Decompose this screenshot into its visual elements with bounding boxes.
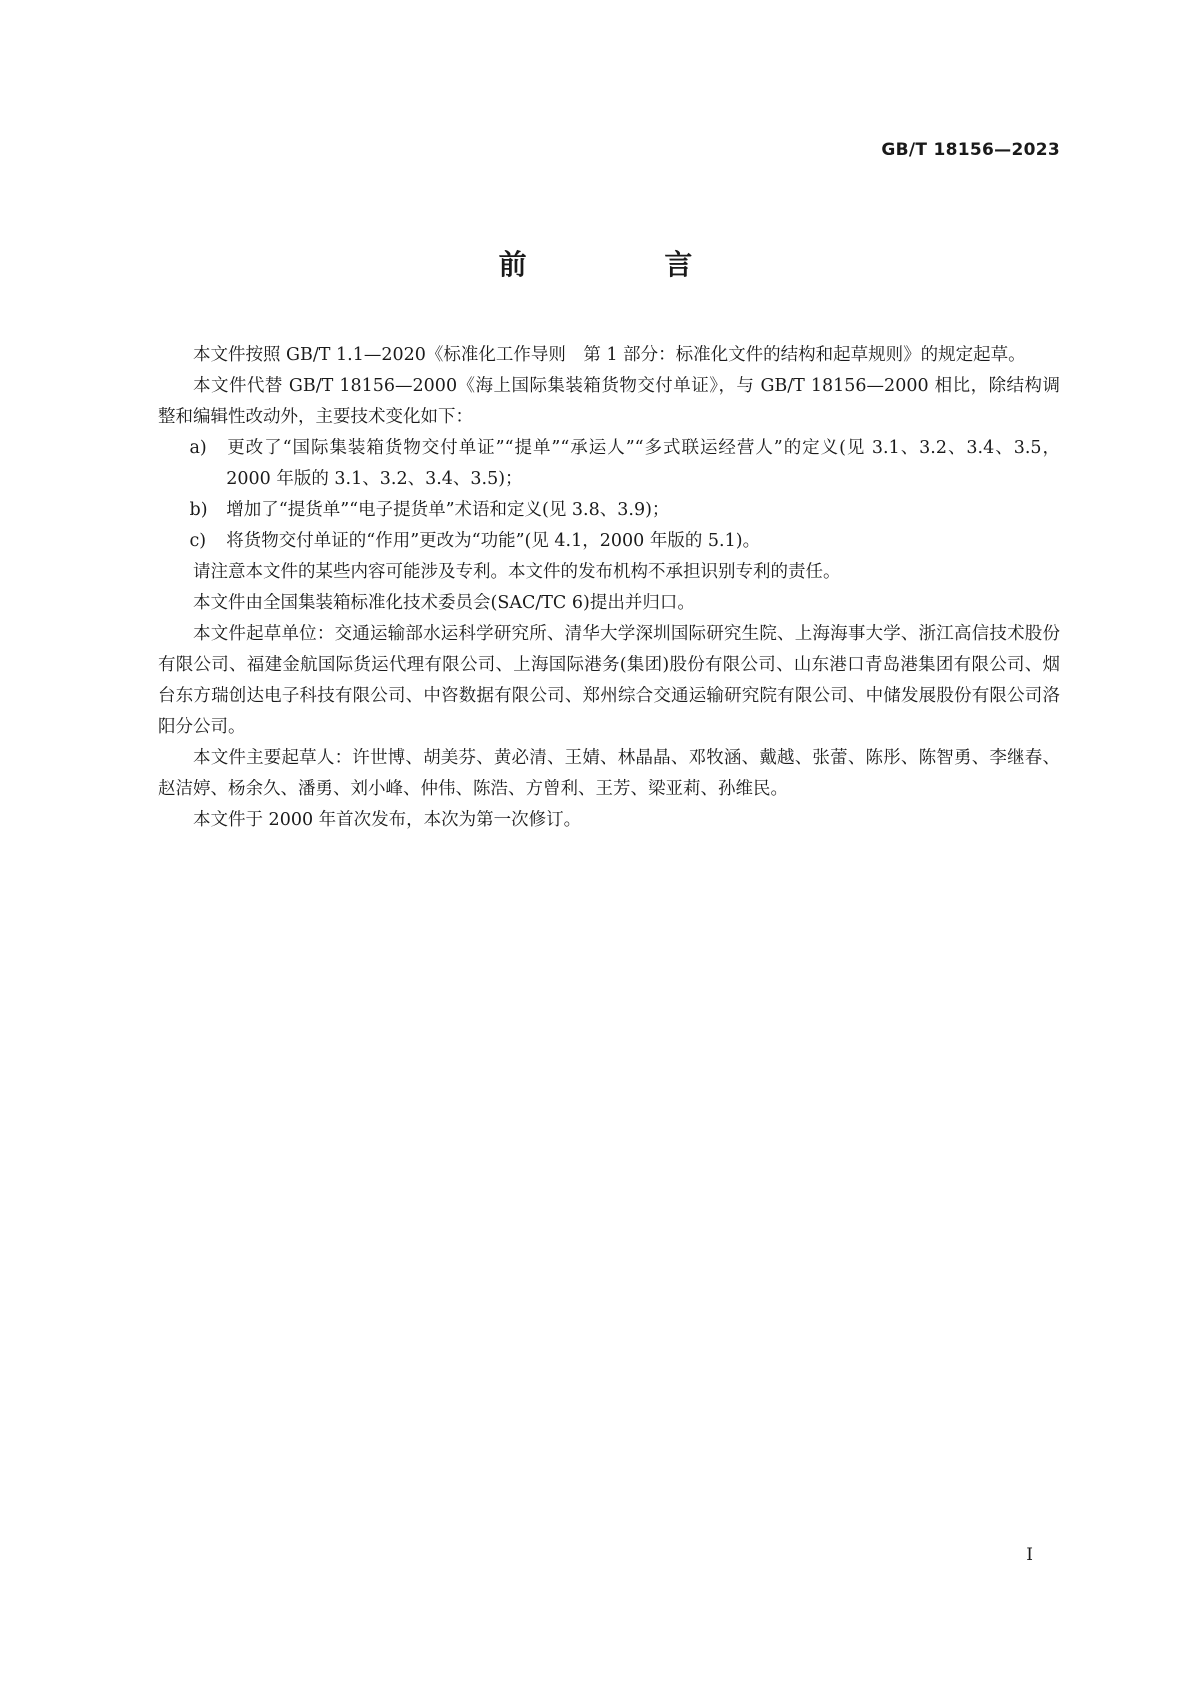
- change-text: 增加了“提货单”“电子提货单”术语和定义(见 3.8、3.9)；: [226, 500, 670, 520]
- foreword-body: [158, 340, 1060, 836]
- paragraph-drafting-units: 本文件起草单位：交通运输部水运科学研究所、清华大学深圳国际研究生院、上海海事大学、浙江高信技术股份有限公司、福建金航国际货运代理有限公司、上海国际港务(集团)股份有限公司、山东港口青岛港集团有限公司、烟台东方瑞创达电子科技有限公司、中咨数据有限公司、郑州综合交通运输研究院有限公司、中储发展股份有限公司洛阳分公司。: [158, 624, 1060, 737]
- page-number: I: [1026, 1545, 1033, 1565]
- page-title: 前 言: [498, 248, 757, 281]
- paragraph-drafting-rules: 本文件按照 GB/T 1.1—2020《标准化工作导则 第 1 部分：标准化文件的结构和起草规则》的规定起草。: [193, 345, 1026, 365]
- change-item-a: [158, 433, 1060, 495]
- change-item-c: [158, 526, 1060, 557]
- change-item-b: [158, 495, 1060, 526]
- paragraph-patent-notice: 请注意本文件的某些内容可能涉及专利。本文件的发布机构不承担识别专利的责任。: [193, 562, 841, 582]
- change-marker: a): [189, 438, 207, 458]
- change-text: 更改了“国际集装箱货物交付单证”“提单”“承运人”“多式联运经营人”的定义(见 3.1、3.2、3.4、3.5，2000 年版的 3.1、3.2、3.4、3.5)；: [226, 438, 1060, 489]
- change-marker: c): [189, 531, 207, 551]
- change-marker: b): [189, 500, 208, 520]
- change-text: 将货物交付单证的“作用”更改为“功能”(见 4.1，2000 年版的 5.1)。: [226, 531, 761, 551]
- standard-code: GB/T 18156—2023: [881, 140, 1060, 160]
- paragraph-drafters: 本文件主要起草人：许世博、胡美芬、黄必清、王婧、林晶晶、邓牧涵、戴越、张蕾、陈彤、陈智勇、李继春、赵洁婷、杨余久、潘勇、刘小峰、仲伟、陈浩、方曾利、王芳、梁亚莉、孙维民。: [158, 748, 1060, 799]
- paragraph-history: 本文件于 2000 年首次发布，本次为第一次修订。: [193, 810, 582, 830]
- paragraph-committee: 本文件由全国集装箱标准化技术委员会(SAC/TC 6)提出并归口。: [193, 593, 695, 613]
- paragraph-replacement: 本文件代替 GB/T 18156—2000《海上国际集装箱货物交付单证》，与 GB/T 18156—2000 相比，除结构调整和编辑性改动外，主要技术变化如下：: [158, 376, 1060, 427]
